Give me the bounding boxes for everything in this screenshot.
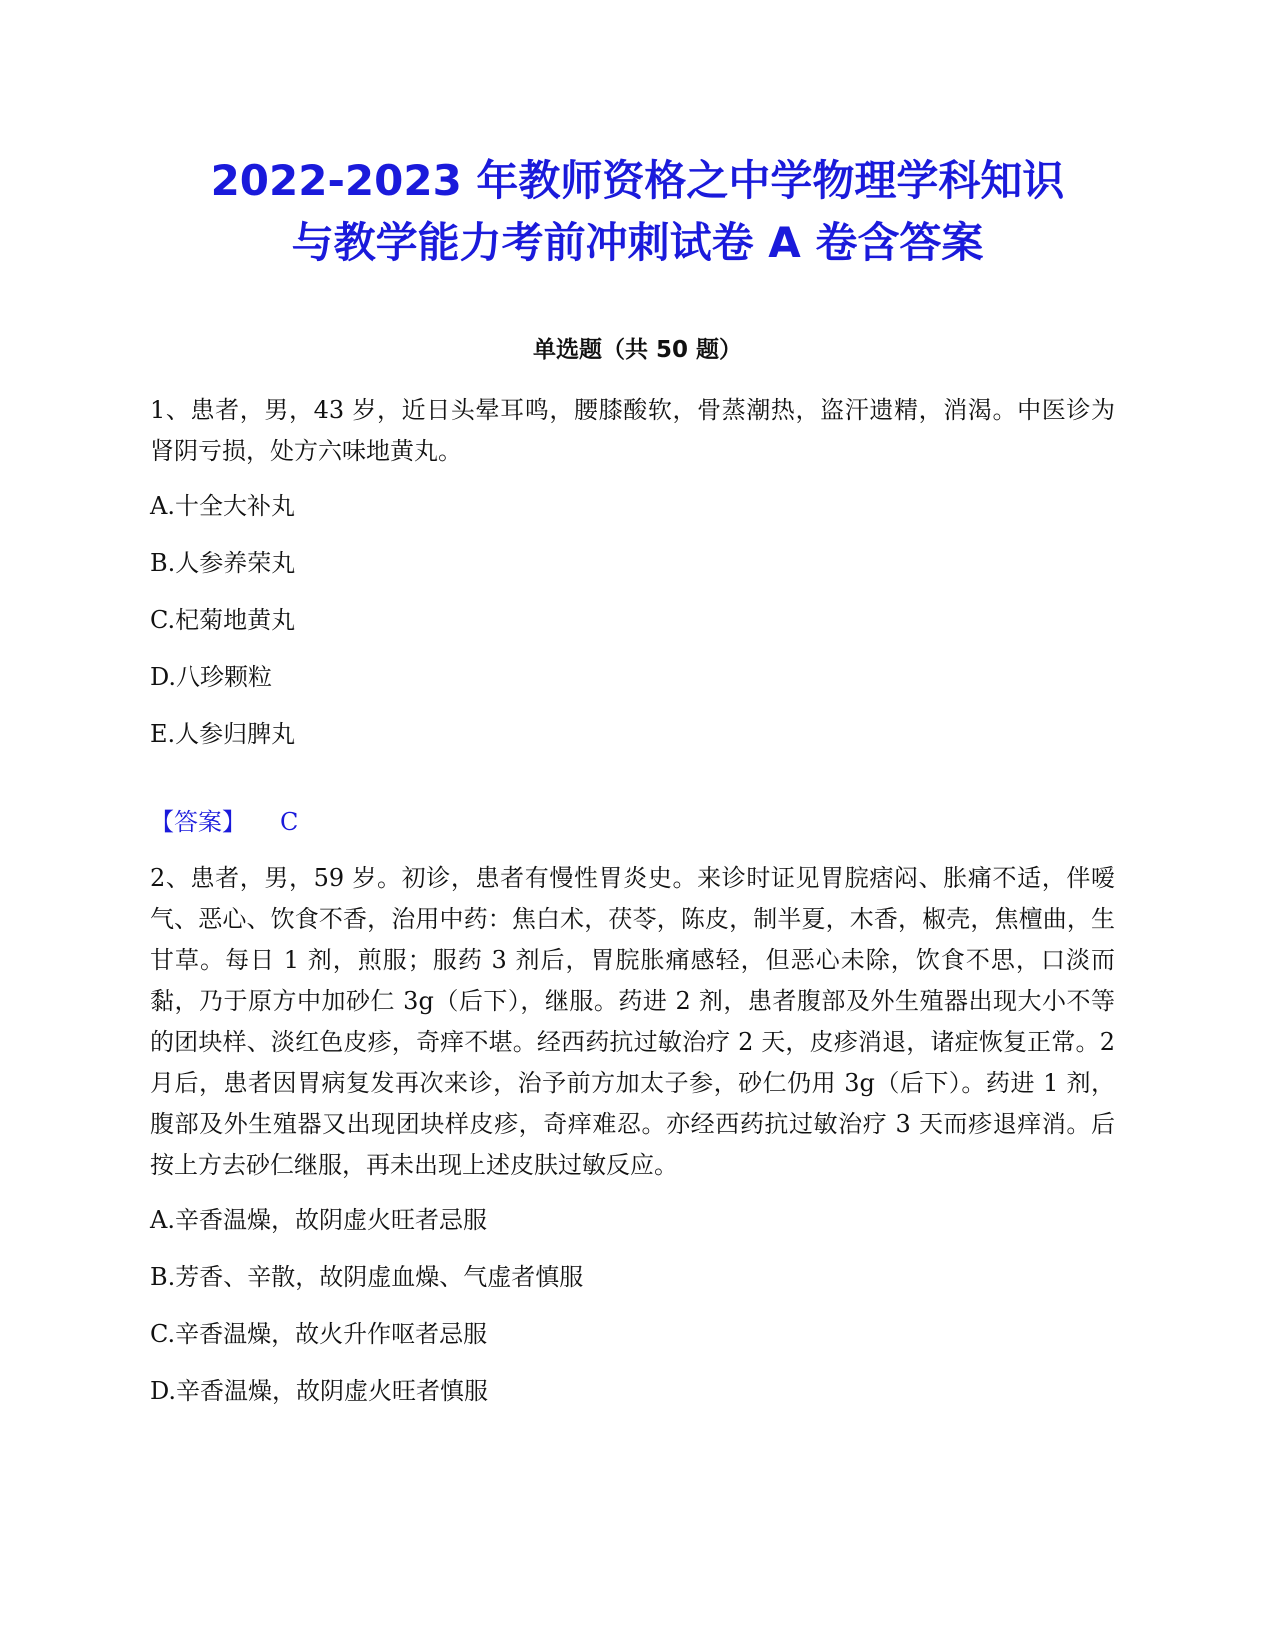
question-2-option-a: A.辛香温燥，故阴虚火旺者忌服 xyxy=(150,1206,487,1234)
question-list xyxy=(150,390,1115,1426)
question-2-option-b: B.芳香、辛散，故阴虚血燥、气虚者慎服 xyxy=(150,1263,584,1291)
section-heading: 单选题（共 50 题） xyxy=(532,337,743,363)
question-1-stem: 1、患者，男，43 岁，近日头晕耳鸣，腰膝酸软，骨蒸潮热，盗汗遗精，消渴。中医诊为肾阴亏损，处方六味地黄丸。 xyxy=(150,396,1115,465)
title-line-1: 2022-2023 年教师资格之中学物理学科知识 xyxy=(210,156,1065,205)
question-1-option-e: E.人参归脾丸 xyxy=(150,720,296,748)
answer-value: C xyxy=(280,808,299,836)
title-line-2: 与教学能力考前冲刺试卷 A 卷含答案 xyxy=(291,218,984,267)
question-1-option-c: C.杞菊地黄丸 xyxy=(150,606,296,634)
question-2-stem: 2、患者，男，59 岁。初诊，患者有慢性胃炎史。来诊时证见胃脘痞闷、胀痛不适，伴嗳气、恶心、饮食不香，治用中药：焦白术，茯苓，陈皮，制半夏，木香，椒壳，焦檀曲，生甘草。每日 1 剂，煎服；服药 3 剂后，胃脘胀痛感轻，但恶心未除，饮食不思，口淡而黏，乃于原方中加砂仁 3g（后下），继服。药进 2 剂，患者腹部及外生殖器出现大小不等的团块样、淡红色皮疹，奇痒不堪。经西药抗过敏治疗 2 天，皮疹消退，诸症恢复正常。2 月后，患者因胃病复发再次来诊，治予前方加太子参，砂仁仍用 3g（后下）。药进 1 剂，腹部及外生殖器又出现团块样皮疹，奇痒难忍。亦经西药抗过敏治疗 3 天而疹退痒消。后按上方去砂仁继服，再未出现上述皮肤过敏反应。 xyxy=(150,864,1115,1179)
answer-label: 【答案】 xyxy=(150,808,246,836)
question-1-option-a: A.十全大补丸 xyxy=(150,492,295,520)
question-1-option-b: B.人参养荣丸 xyxy=(150,549,296,577)
document-title xyxy=(120,150,1155,274)
question-1-option-d: D.八珍颗粒 xyxy=(150,663,273,691)
question-2-option-c: C.辛香温燥，故火升作呕者忌服 xyxy=(150,1320,488,1348)
question-2-option-d: D.辛香温燥，故阴虚火旺者慎服 xyxy=(150,1377,489,1405)
question-1-answer xyxy=(150,800,1115,844)
